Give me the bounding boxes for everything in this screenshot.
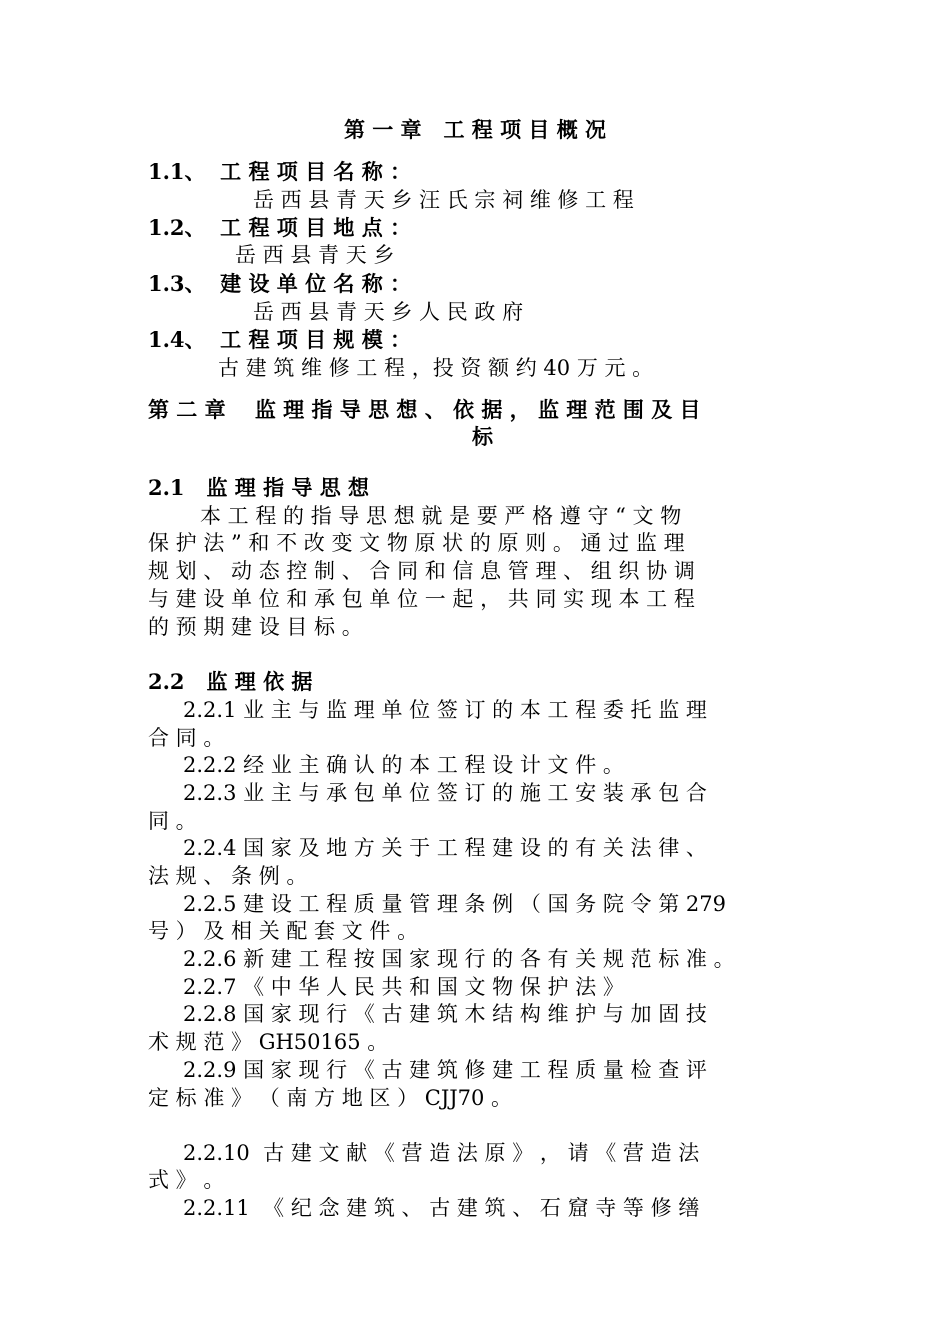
list-item: 2.2.9 国 家 现 行 《 古 建 筑 修 建 工 程 质 量 检 查 评 [183, 1058, 707, 1082]
section-1-1-value: 岳 西 县 青 天 乡 汪 氏 宗 祠 维 修 工 程 [253, 188, 634, 212]
list-item: 式 》 。 [148, 1168, 225, 1192]
list-item: 合 同 。 [148, 726, 225, 750]
list-item: 2.2.11 《 纪 念 建 筑 、 古 建 筑 、 石 窟 寺 等 修 缮 [183, 1196, 700, 1220]
list-item: 2.2.2 经 业 主 确 认 的 本 工 程 设 计 文 件 。 [183, 753, 624, 777]
list-item: 2.2.7 《 中 华 人 民 共 和 国 文 物 保 护 法 》 [183, 975, 624, 999]
list-item: 2.2.1 业 主 与 监 理 单 位 签 订 的 本 工 程 委 托 监 理 [183, 698, 707, 722]
section-2-1-heading: 2.1 监 理 指 导 思 想 [148, 475, 370, 500]
list-item: 2.2.5 建 设 工 程 质 量 管 理 条 例 （ 国 务 院 令 第 279 [183, 892, 726, 916]
list-item: 号 ） 及 相 关 配 套 文 件 。 [148, 919, 419, 943]
list-item: 2.2.8 国 家 现 行 《 古 建 筑 木 结 构 维 护 与 加 固 技 [183, 1002, 707, 1026]
paragraph-line: 保 护 法 ” 和 不 改 变 文 物 原 状 的 原 则 。 通 过 监 理 [148, 531, 685, 555]
list-item: 2.2.4 国 家 及 地 方 关 于 工 程 建 设 的 有 关 法 律 、 [183, 836, 707, 860]
paragraph-line: 规 划 、 动 态 控 制 、 合 同 和 信 息 管 理 、 组 织 协 调 [148, 559, 695, 583]
paragraph-line: 本 工 程 的 指 导 思 想 就 是 要 严 格 遵 守 “ 文 物 [200, 504, 682, 528]
section-1-4-heading: 1.4、 工 程 项 目 规 模 ： [148, 327, 412, 352]
list-item: 定 标 准 》 （ 南 方 地 区 ） CJJ70 。 [148, 1086, 513, 1110]
list-item: 术 规 范 》 GH50165 。 [148, 1030, 389, 1054]
paragraph-line: 的 预 期 建 设 目 标 。 [148, 615, 363, 639]
section-1-1-heading: 1.1、 工 程 项 目 名 称 ： [148, 159, 412, 184]
section-1-2-heading: 1.2、 工 程 项 目 地 点 ： [148, 215, 412, 240]
section-1-4-value: 古 建 筑 维 修 工 程 ，投 资 额 约 40 万 元 。 [218, 356, 654, 380]
section-1-2-value: 岳 西 县 青 天 乡 [235, 243, 395, 267]
list-item: 法 规 、 条 例 。 [148, 864, 308, 888]
section-2-2-heading: 2.2 监 理 依 据 [148, 669, 313, 694]
list-item: 同 。 [148, 809, 197, 833]
paragraph-line: 与 建 设 单 位 和 承 包 单 位 一 起 ， 共 同 实 现 本 工 程 [148, 587, 695, 611]
chapter-1-title: 第 一 章 工 程 项 目 概 况 [343, 117, 607, 142]
section-1-3-heading: 1.3、 建 设 单 位 名 称 ： [148, 271, 412, 296]
list-item: 2.2.6 新 建 工 程 按 国 家 现 行 的 各 有 关 规 范 标 准 。 [183, 947, 735, 971]
section-1-3-value: 岳 西 县 青 天 乡 人 民 政 府 [253, 300, 524, 324]
chapter-2-title-line-2: 标 [472, 424, 493, 449]
list-item: 2.2.10 古 建 文 献 《 营 造 法 原 》 ， 请 《 营 造 法 [183, 1141, 700, 1165]
chapter-2-title-line-1: 第 二 章 监 理 指 导 思 想 、 依 据 ， 监 理 范 围 及 目 [148, 397, 701, 422]
list-item: 2.2.3 业 主 与 承 包 单 位 签 订 的 施 工 安 装 承 包 合 [183, 781, 707, 805]
